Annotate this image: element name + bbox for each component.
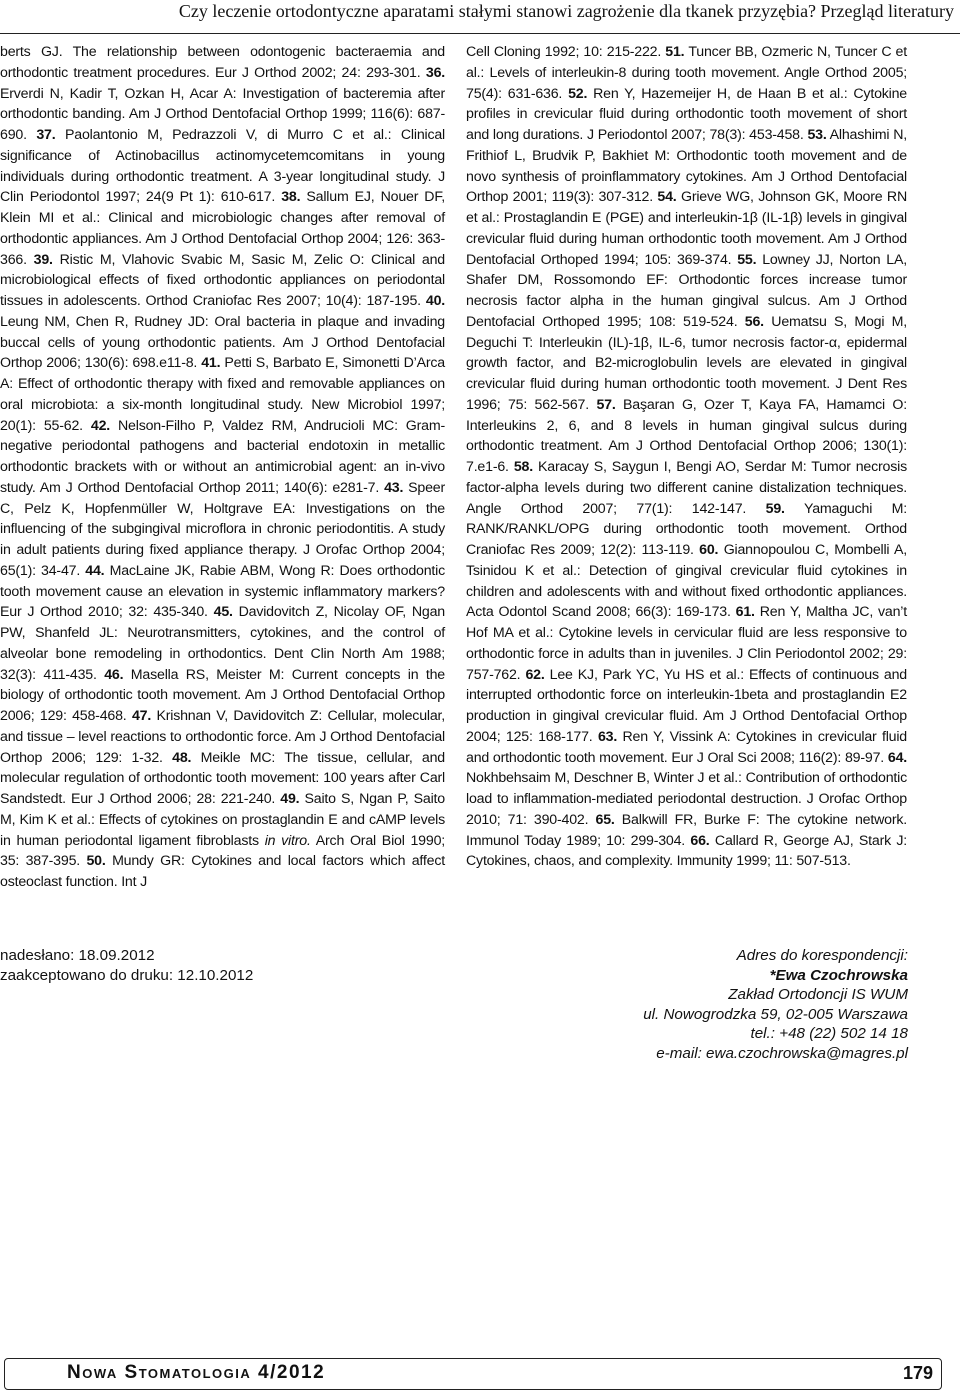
reference-number: 58. [513,459,533,475]
reference-text: Tuncer BB, Ozmeric N, Tuncer C et al.: Levels of interleukin-8 during tooth movement. Angle Orthod 2005; 75(4): 631-636. [466,44,907,102]
reference-text: Lee KJ, Park YC, Yu HS et al.: Effects of continuous and interrupted orthodontic force on interleukin-1beta and prostaglandin E2 production in gingival crevicular fluid. Am J Orthod Dentofacial Orthop 2004; 125: 168-177. [466,666,907,745]
submission-dates [0,946,253,985]
page-number: 179 [902,1363,933,1383]
reference-text: Paolantonio M, Pedrazzoli V, di Murro C et al.: Clinical significance of Actinobacillus actinomycetemcomitans in young individuals during orthodontic treatment. A 3-year longitudinal study. J Clin Periodontol 1997; 24(9 Pt 1): 610-617. [0,127,445,206]
reference-text: berts GJ. The relationship between odontogenic bacteraemia and orthodontic treatment procedures. Eur J Orthod 2002; 24: 293-301. [0,44,445,81]
reference-text: Mundy GR: Cytokines and local factors which affect osteoclast function. Int J [0,853,445,890]
reference-number: 40. [425,293,445,309]
received-date: nadesłano: 18.09.2012 [0,947,155,964]
page-footer [4,1358,942,1390]
reference-number: 62. [525,666,545,683]
reference-number: 63. [597,728,618,745]
reference-number: 49. [280,791,300,807]
reference-number: 47. [131,708,152,724]
reference-number: 45. [213,604,233,621]
reference-number: 39. [33,251,53,268]
reference-number: 55. [737,251,757,268]
reference-text: Saito S, Ngan P, Saito M, Kim K et al.: Effects of cytokines on prostaglandin E and cAMP levels in human periodontal ligament fibroblasts in vitro. Arch Oral Biol 1990; 35: 387-395. [0,791,445,870]
reference-number: 38. [281,189,301,206]
reference-text: Giannopoulou C, Mombelli A, Tsinidou K et al.: Detection of gingival crevicular fluid cytokines in children and adolescents with and without fixed orthodontic appliances. Acta Odontol Scand 2008; 66(3): 169-173. [466,542,907,621]
reference-entry [0,252,445,310]
reference-number: 50. [86,853,106,870]
reference-text: Yamaguchi M: RANK/RANKL/OPG during orthodontic tooth movement. Orthod Craniofac Res 2009; 12(2): 113-119. [466,500,907,558]
correspondence-address-line: ul. Nowogrodzka 59, 02-005 Warszawa [643,1005,908,1023]
reference-number: 43. [384,479,404,496]
reference-text: Nokhbehsaim M, Deschner B, Winter J et al.: Contribution of orthodontic load to inflammation-mediated periodontal destruction. J Orofac Orthop 2010; 71: 390-402. [466,770,907,828]
correspondence-phone: tel.: +48 (22) 502 14 18 [750,1025,908,1042]
reference-number: 46. [104,666,124,683]
reference-text: Callard R, George AJ, Stark J: Cytokines, chaos, and complexity. Immunity 1999; 11: 507-513. [466,832,907,870]
references-column-left [0,42,445,893]
reference-text: Ren Y, Vissink A: Cytokines in crevicular fluid and orthodontic tooth movement. Eur J Oral Sci 2008; 116(2): 89-97. [466,728,907,766]
running-title: Czy leczenie ortodontyczne aparatami stałymi stanowi zagrożenie dla tkanek przyzębia? Przegląd literatury [178,1,954,21]
reference-text: Balkwill FR, Burke F: The cytokine network. Immunol Today 1989; 10: 299-304. [466,811,907,849]
reference-text: Davidovitch Z, Nicolay OF, Ngan PW, Shanfeld JL: Neurotransmitters, cytokines, and the control of alveolar bone remodeling in orthodontics. Dent Clin North Am 1988; 32(3): 411-435. [0,604,445,683]
correspondence-department: Zakład Ortodoncji IS WUM [728,986,908,1003]
reference-text: Ren Y, Hazemeijer H, de Haan B et al.: Cytokine profiles in crevicular fluid during orthodontic tooth movement of short and long durations. J Periodontol 2007; 78(3): 453-458. [466,85,907,143]
reference-text: Cell Cloning 1992; 10: 215-222. [466,44,662,60]
reference-number: 59. [765,500,785,517]
reference-text: Speer C, Pelz K, Hopfenmüller W, Holtgrave EA: Investigations on the influencing of the subgingival microflora in chronic periodontitis. A study in adult patients during fixed appliance therapy. J Orofac Orthop 2004; 65(1): 34-47. [0,479,446,579]
reference-text: Erverdi N, Kadir T, Ozkan H, Acar A: Investigation of bacteremia after orthodontic banding. Am J Orthod Dentofacial Orthop 1999; 116(6): 687-690. [0,85,445,143]
reference-text: Sallum EJ, Nouer DF, Klein MI et al.: Clinical and microbiologic changes after removal of orthodontic appliances. Am J Orthod Dentofacial Orthop 2004; 126: 363-366. [0,189,445,268]
reference-number: 65. [595,811,615,828]
correspondence-heading: Adres do korespondencji: [736,947,908,964]
reference-number: 54. [657,189,677,206]
reference-number: 51. [665,44,685,60]
reference-number: 52. [568,85,588,102]
correspondence-email: e-mail: ewa.czochrowska@magres.pl [656,1044,908,1062]
reference-text: MacLaine JK, Rabie ABM, Wong R: Does orthodontic tooth movement cause an elevation in systemic inflammatory markers? Eur J Orthod 2010; 32: 435-340. [0,562,445,621]
reference-number: 57. [596,396,616,413]
reference-text: Nelson-Filho P, Valdez RM, Andrucioli MC: Gram-negative periodontal pathogens and bacterial endotoxin in metallic orthodontic brackets with or without an antimicrobial agent: an in-vivo study. Am J Orthod Dentofacial Orthop 2011; 140(6): e281-7. [0,417,446,496]
reference-number: 66. [690,832,710,849]
reference-number: 37. [36,127,56,143]
reference-text: Karacay S, Saygun I, Bengi AO, Serdar M: Tumor necrosis factor-alpha levels during two different canine distalization techniques. Angle Orthod 2007; 77(1): 142-147. [466,459,907,517]
reference-text: Grieve WG, Johnson GK, Moore RN et al.: Prostaglandin E (PGE) and interleukin-1β (IL-1β) levels in gingival crevicular fluid during human orthodontic tooth movement. Am J Orthod Dentofacial Orthoped 1994; 105: 369-374. [466,189,907,268]
reference-number: 44. [85,562,105,579]
correspondence-name: *Ewa Czochrowska [769,966,908,984]
reference-number: 60. [699,542,719,558]
reference-text: Uematsu S, Mogi M, Deguchi T: Interleukin (IL)-1β, IL-6, tumor necrosis factor-α, epidermal growth factor, and B2-microglobulin levels are elevated in gingival crevicular fluid during human orthodontic tooth movement. J Dent Res 1996; 75: 562-567. [466,313,908,413]
reference-number: 53. [807,127,827,143]
reference-entry [466,44,661,60]
reference-number: 61. [735,604,755,621]
reference-number: 41. [201,355,221,372]
reference-text: Başaran G, Ozer T, Kaya FA, Hamamci O: Interleukins 2, 6, and 8 levels in human gingival sulcus during orthodontic treatment. Am J Orthod Dentofacial Orthop 2006; 130(1): 7.e1-6. [466,396,907,475]
reference-text: Petti S, Barbato E, Simonetti D’Arca A: Effect of orthodontic therapy with fixed and removable appliances on oral microbiota: a six-month longitudinal study. New Microbiol 1997; 20(1): 55-62. [0,355,445,434]
reference-number: 64. [887,749,907,766]
reference-text: Ren Y, Maltha JC, van’t Hof MA et al.: Cytokine levels in cervicular fluid are less responsive to orthodontic force in adults than in juveniles. J Clin Periodontol 2002; 29: 757-762. [466,604,907,683]
reference-text: Leung NM, Chen R, Rudney JD: Oral bacteria in plaque and invading buccal cells of young orthodontic patients. Am J Orthod Dentofacial Orthop 2006; 130(6): 698.e11-8. [0,313,445,372]
reference-entry [0,44,445,81]
journal-name: Nowa Stomatologia 4/2012 [67,1362,326,1383]
reference-text: Krishnan V, Davidovitch Z: Cellular, molecular, and tissue – level reactions to orthodontic force. Am J Orthod Dentofacial Orthop 2006; 129: 1-32. [0,708,446,766]
reference-number: 36. [425,64,445,81]
reference-number: 48. [172,749,192,766]
running-header [0,0,960,34]
reference-text: Alhashimi N, Frithiof L, Brudvik P, Bakhiet M: Orthodontic tooth movement and de novo synthesis of proinflammatory cytokines. Am J Orthod Dentofacial Orthop 2001; 119(3): 307-312. [466,127,907,206]
reference-text: Masella RS, Meister M: Current concepts in the biology of orthodontic tooth movement. Am J Orthod Dentofacial Orthop 2006; 129: 458-468. [0,666,445,724]
reference-text: Lowney JJ, Norton LA, Shafer DM, Rossomondo EF: Orthodontic forces increase tumor necrosis factor alpha in the human gingival sulcus. Am J Orthod Dentofacial Orthoped 1995; 108: 519-524. [466,251,908,330]
reference-number: 42. [90,417,111,434]
reference-text: Meikle MC: The tissue, cellular, and molecular regulation of orthodontic tooth movement: 100 years after Carl Sandstedt. Eur J Orthod 2006; 28: 221-240. [0,749,445,807]
correspondence-address [643,946,908,1063]
accepted-date: zaakceptowano do druku: 12.10.2012 [0,966,254,984]
reference-number: 56. [744,313,764,330]
reference-text: Ristic M, Vlahovic Svabic M, Sasic M, Zelic O: Clinical and microbiological effects of fixed orthodontic appliances on periodontal tissues in adolescents. Orthod Craniofac Res 2007; 10(4): 187-195. [0,251,445,309]
references-column-right [466,42,907,872]
